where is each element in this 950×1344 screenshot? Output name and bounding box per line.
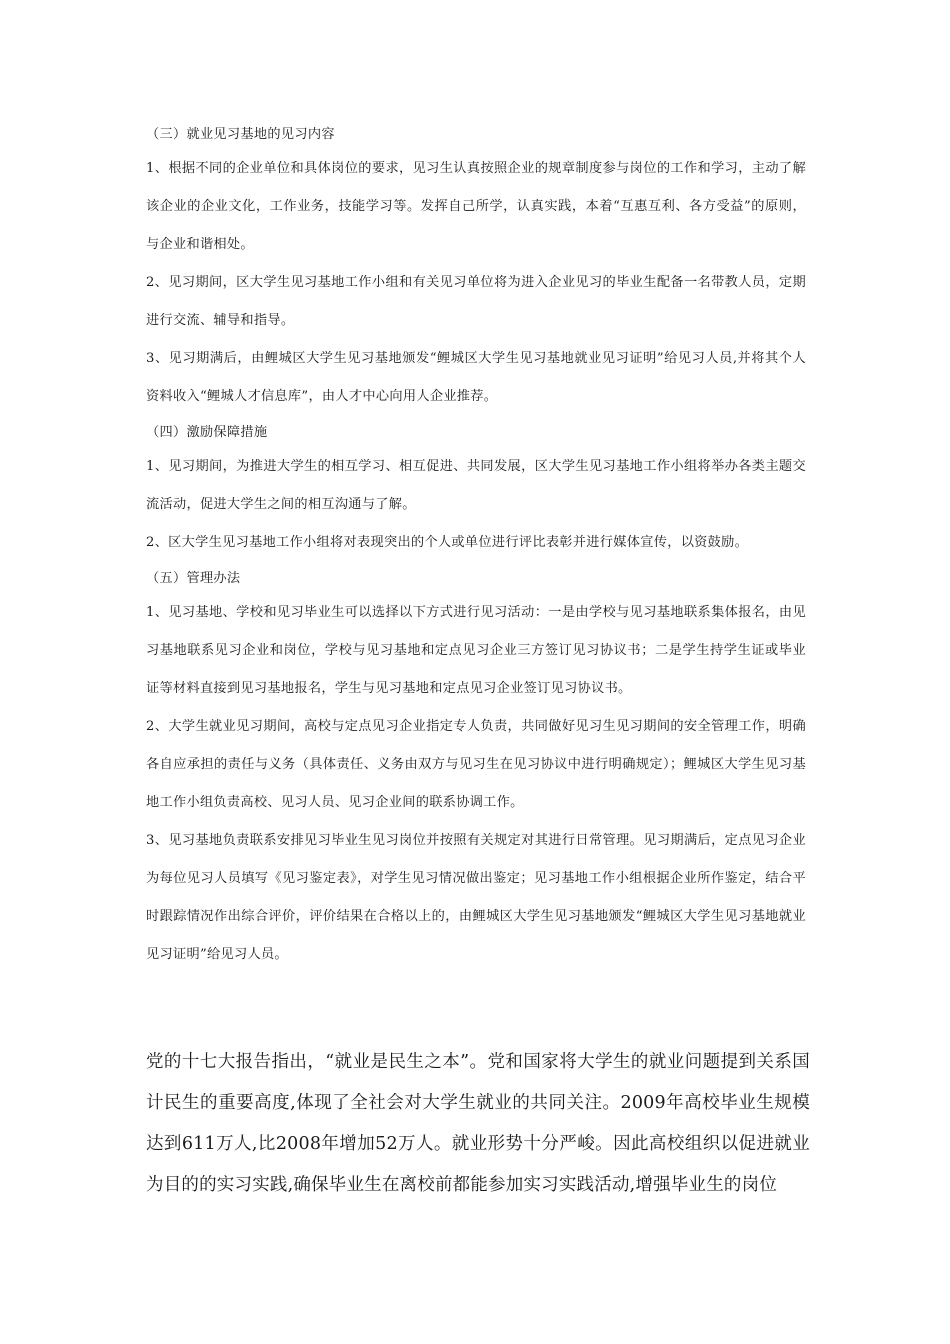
section4-heading: （四）激励保障措施 xyxy=(146,425,268,440)
section5-paragraph-3: 3、见习基地负责联系安排见习毕业生见习岗位并按照有关规定对其进行日常管理。见习期满后，定点见习企业为每位见习人员填写《见习鉴定表》，对学生见习情况做出鉴定；见习基地工作小组根据企业所作鉴定，结合平时跟踪情况作出综合评价，评价结果在合格以上的，由鲤城区大学生见习基地颁发“鲤城区大学生见习基地就业见习证明”给见习人员。 xyxy=(146,833,806,962)
section3-paragraph-2: 2、见习期间，区大学生见习基地工作小组和有关见习单位将为进入企业见习的毕业生配备一名带教人员，定期进行交流、辅导和指导。 xyxy=(146,275,806,328)
section4-paragraph-1: 1、见习期间，为推进大学生的相互学习、相互促进、共同发展，区大学生见习基地工作小组将举办各类主题交流活动，促进大学生之间的相互沟通与了解。 xyxy=(146,459,806,512)
closing-text-block xyxy=(146,1042,810,1206)
section5-paragraph-1: 1、见习基地、学校和见习毕业生可以选择以下方式进行见习活动：一是由学校与见习基地联系集体报名，由见习基地联系见习企业和岗位，学校与见习基地和定点见习企业三方签订见习协议书；二是学生持学生证或毕业证等材料直接到见习基地报名，学生与见习基地和定点见习企业签订见习协议书。 xyxy=(146,605,806,696)
section5-heading: （五）管理办法 xyxy=(146,571,241,586)
section3-paragraph-3: 3、见习期满后，由鲤城区大学生见习基地颁发“鲤城区大学生见习基地就业见习证明”给见习人员,并将其个人资料收入“鲤城人才信息库”，由人才中心向用人企业推荐。 xyxy=(146,351,806,404)
section3-heading: （三）就业见习基地的见习内容 xyxy=(146,127,335,142)
section5-paragraph-2: 2、大学生就业见习期间，高校与定点见习企业指定专人负责，共同做好见习生见习期间的安全管理工作，明确各自应承担的责任与义务（具体责任、义务由双方与见习生在见习协议中进行明确规定）；鲤城区大学生见习基地工作小组负责高校、见习人员、见习企业间的联系协调工作。 xyxy=(146,719,806,810)
upper-text-block xyxy=(146,120,806,974)
section4-paragraph-2: 2、区大学生见习基地工作小组将对表现突出的个人或单位进行评比表彰并进行媒体宣传，以资鼓励。 xyxy=(146,535,749,550)
closing-paragraph: 党的十七大报告指出，“就业是民生之本”。党和国家将大学生的就业问题提到关系国计民生的重要高度,体现了全社会对大学生就业的共同关注。2009年高校毕业生规模达到611万人,比2008年增加52万人。就业形势十分严峻。因此高校组织以促进就业为目的的实习实践,确保毕业生在离校前都能参加实习实践活动,增强毕业生的岗位 xyxy=(146,1052,810,1195)
section3-paragraph-1: 1、根据不同的企业单位和具体岗位的要求，见习生认真按照企业的规章制度参与岗位的工作和学习，主动了解该企业的企业文化，工作业务，技能学习等。发挥自己所学，认真实践，本着“互惠互利、各方受益”的原则，与企业和谐相处。 xyxy=(146,161,806,252)
